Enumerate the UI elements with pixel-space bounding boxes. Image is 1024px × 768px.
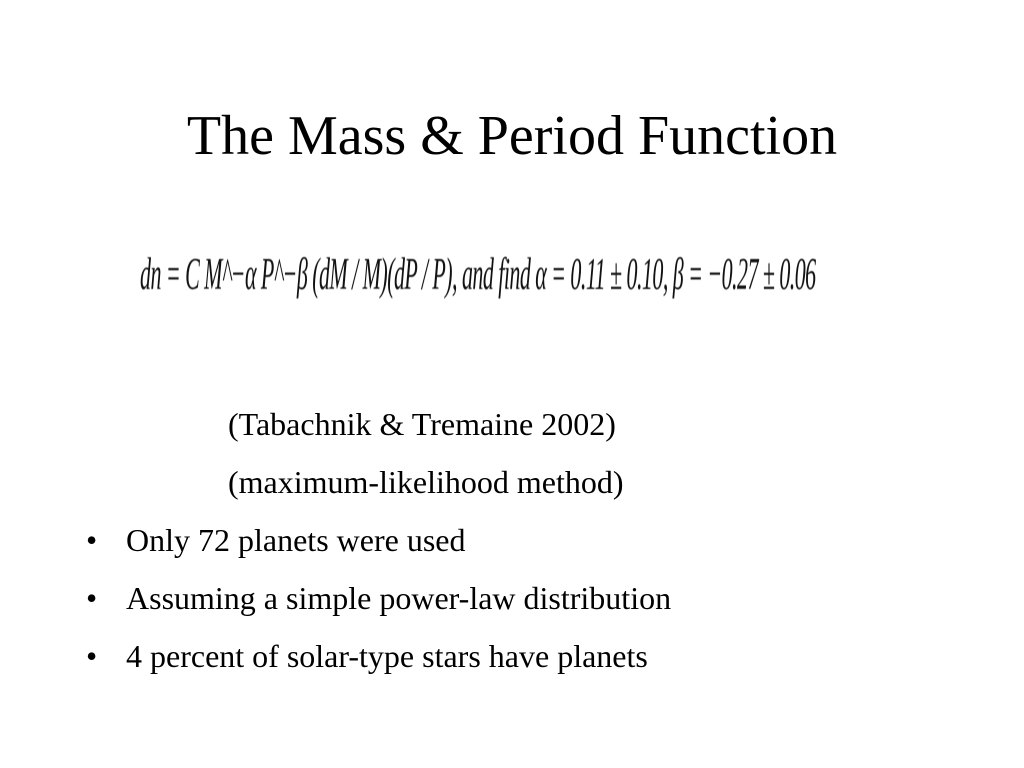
bullet-icon: • (86, 580, 98, 616)
bullet-item (86, 520, 986, 578)
equation-image (140, 232, 840, 316)
bullet-text: 4 percent of solar-type stars have planets (126, 638, 648, 674)
bullet-item (86, 578, 986, 636)
bullet-text: Only 72 planets were used (126, 522, 466, 558)
citation-reference: (Tabachnik & Tremaine 2002) (228, 406, 616, 442)
citation-method: (maximum-likelihood method) (228, 464, 624, 500)
bullet-item (86, 636, 986, 694)
bullet-icon: • (86, 522, 98, 558)
bullet-icon: • (86, 638, 98, 674)
slide-title: The Mass & Period Function (186, 105, 838, 167)
equation-text: dn = C M^−α P^−β (dM / M)(dP / P), and find α = 0.11 ± 0.10, β = −0.27 ± 0.06 (140, 247, 816, 300)
bullet-text: Assuming a simple power-law distribution (126, 580, 672, 616)
bullet-list (86, 520, 986, 694)
